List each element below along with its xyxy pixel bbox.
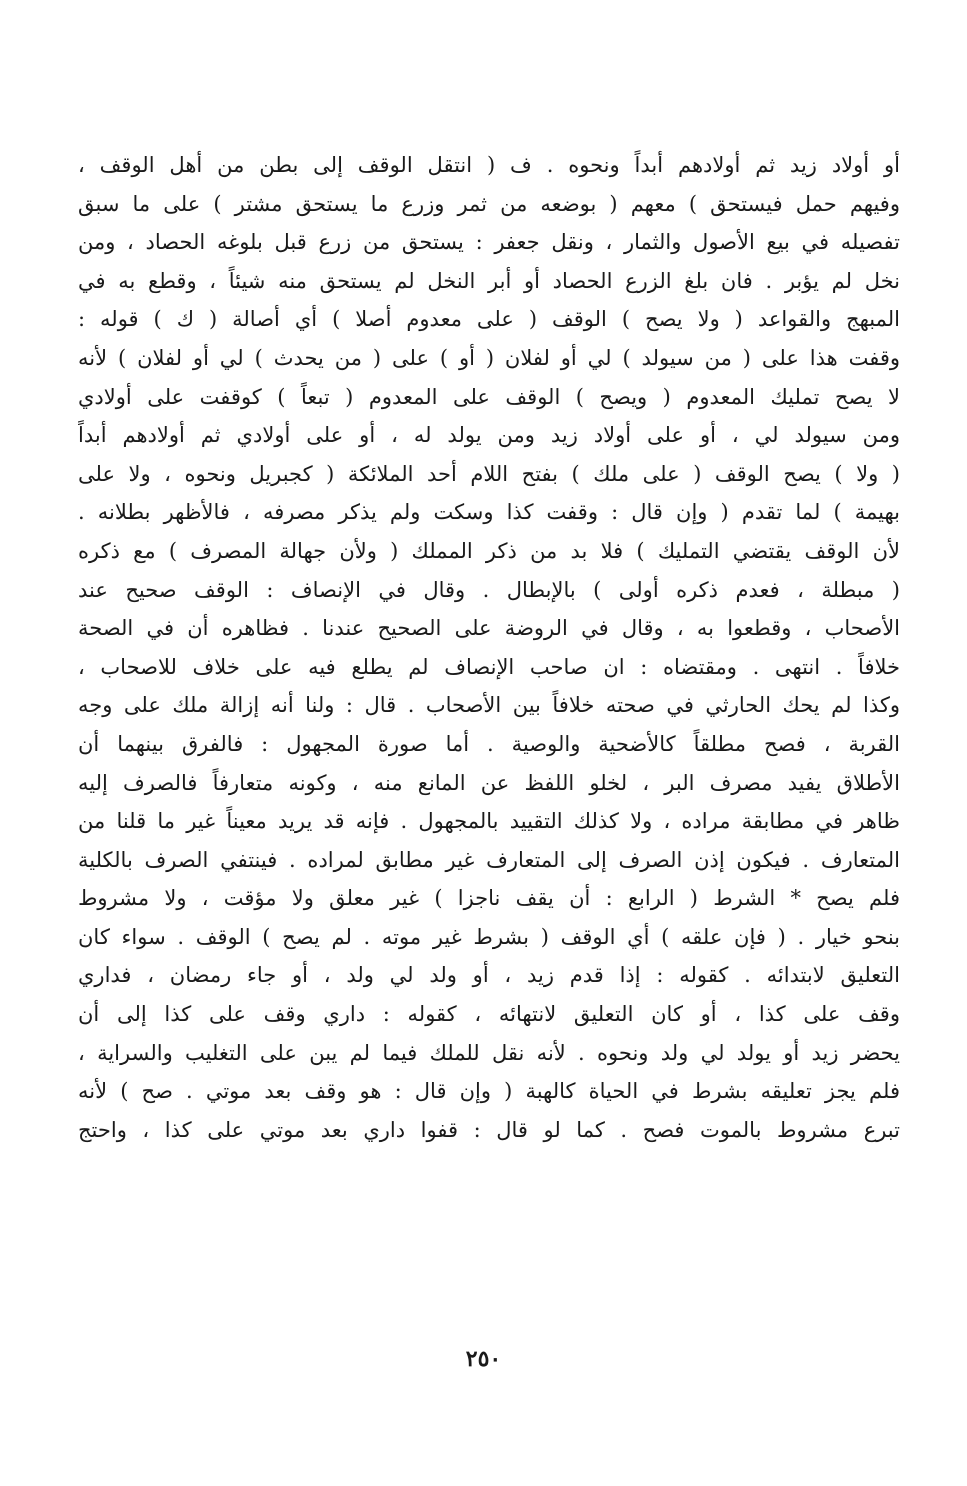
page-number: ٢٥٠ (465, 1346, 502, 1372)
text-line: فلم يصح * الشرط ( الرابع : أن يقف ناجزا ) غير معلق ولا مؤقت ، ولا مشروط (78, 886, 900, 911)
text-line: المبهج والقواعد ( ولا يصح ) الوقف ( على معدوم أصلا ) أي أصالة ( ك ) قوله : (78, 307, 900, 332)
text-line: خلافاً . انتهى . ومقتضاه : ان صاحب الإنصاف لم يطلع فيه على خلاف للاصحاب ، (78, 654, 900, 679)
text-line: تفصيله في بيع الأصول والثمار ، ونقل جعفر : يستحق من زرع قبل بلوغه الحصاد ، ومن (78, 230, 900, 255)
text-line: وقف على كذا ، أو كان التعليق لانتهائه ، كقوله : داري وقف على كذا إلى أن (78, 1002, 900, 1027)
text-line: ( مبطلة ، فعدم ذكره أولى ) بالإبطال . وقال في الإنصاف : الوقف صحيح عند (78, 577, 900, 602)
text-line: تبرع مشروط بالموت فصح . كما لو قال : قفوا داري بعد موتي على كذا ، واحتج (78, 1117, 900, 1142)
text-line: لأن الوقف يقتضي التمليك ) فلا بد من ذكر المملك ( ولأن جهالة المصرف ) مع ذكره (78, 538, 900, 563)
text-line: بهيمة ) لما تقدم ( وإن قال : وقفت كذا وسكت ولم يذكر مصرفه ، فالأظهر بطلانه . (78, 500, 900, 525)
body-text (78, 146, 900, 1149)
text-line: وكذا لم يحك الحارثي في صحته خلافاً بين الأصحاب . قال : ولنا أنه إزالة ملك على وجه (78, 693, 900, 718)
text-line: ومن سيولد لي ، أو على أولاد زيد ومن يولد له ، أو على أولادي ثم أولادهم أبداً (78, 423, 900, 448)
text-line: وفيهم حمل فيستحق ) معهم ( بوضعه من ثمر وزرع ما يستحق مشتر ) على ما سبق (78, 191, 900, 216)
text-line: التعليق لابتدائه . كقوله : إذا قدم زيد ، أو ولد لي ولد ، أو جاء رمضان ، فداري (78, 963, 900, 988)
text-line: المتعارف . فيكون إذن الصرف إلى المتعارف غير مطابق لمراده . فينتفي الصرف بالكلية (78, 847, 900, 872)
text-line: ( ولا ) يصح الوقف ( على ملك ) بفتح اللام أحد الملائكة ( كجبريل ونحوه ، ولا على (78, 461, 900, 486)
text-line: ظاهر في مطابقة مراده ، ولا كذلك التقييد بالمجهول . فإنه قد يريد معيناً غير ما قلنا من (78, 809, 900, 834)
text-line: فلم يجز تعليقه بشرط في الحياة كالهبة ( وإن قال : هو وقف بعد موتي . صح ) لأنه (78, 1079, 900, 1104)
text-line: بنحو خيار . ( فإن علقه ) أي الوقف ( بشرط غير موته . لم يصح ) الوقف . سواء كان (78, 924, 900, 949)
text-line: الأصحاب ، وقطعوا به ، وقال في الروضة على الصحيح عندنا . فظاهره أن في الصحة (78, 616, 900, 641)
text-line: الأطلاق يفيد مصرف البر ، لخلو اللفظ عن المانع منه ، وكونه متعارفاً فالصرف إليه (78, 770, 900, 795)
text-line: يحضر زيد أو يولد لي ولد ونحوه . لأنه نقل للملك فيما لم يبن على التغليب والسراية ، (78, 1040, 900, 1065)
text-line: القربة ، فصح مطلقاً كالأضحية والوصية . أما صورة المجهول : فالفرق بينهما أن (78, 731, 900, 756)
text-line: أو أولاد زيد ثم أولادهم أبداً ونحوه . ف ( انتقل الوقف إلى بطن من أهل الوقف ، (78, 153, 900, 177)
text-line: وقفت هذا على ( من سيولد ) لي أو لفلان ( أو ) على ( من يحدث ) لي أو لفلان ) لأنه (78, 345, 900, 370)
text-line: لا يصح تمليك المعدوم ( ويصح ) الوقف على المعدوم ( تبعاً ) كوقفت على أولادي (78, 384, 900, 409)
text-line: نخل لم يؤبر . فان بلغ الزرع الحصاد أو أبر النخل لم يستحق منه شيئاً ، وقطع به في (78, 268, 900, 293)
